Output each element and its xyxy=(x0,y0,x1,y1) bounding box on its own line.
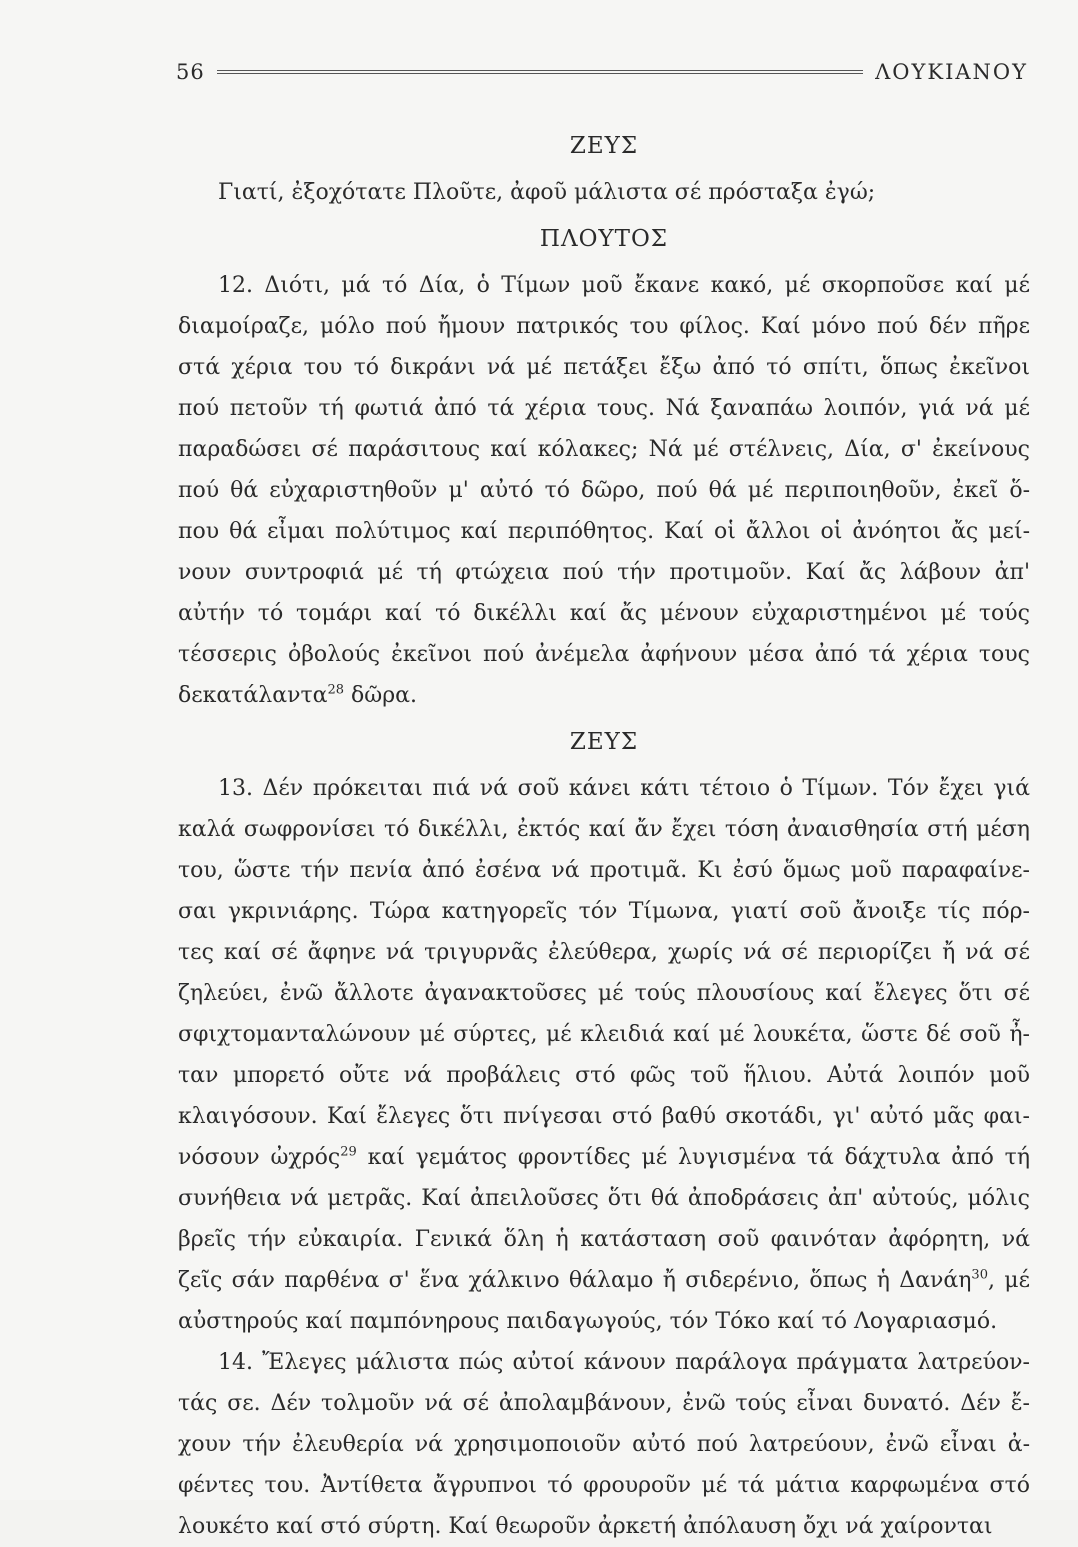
text-line: παραδώσει σέ παράσιτους καί κόλακες; Νά μέ στέλνεις, Δία, σ' ἐκείνους xyxy=(178,437,1030,462)
text-line: τέσσερις ὀβολούς ἐκεῖνοι πού ἀνέμελα ἀφήνουν μέσα ἀπό τά χέρια τους xyxy=(178,642,1030,667)
text-line: σαι γκρινιάρης. Τώρα κατηγορεῖς τόν Τίμωνα, γιατί σοῦ ἄνοιξε τίς πόρ- xyxy=(178,899,1030,924)
text-line: αὐστηρούς καί παμπόνηρους παιδαγωγούς, τόν Τόκο καί τό Λογαριασμό. xyxy=(178,1309,998,1334)
text-line: 14. Ἔλεγες μάλιστα πώς αὐτοί κάνουν παράλογα πράγματα λατρεύον- xyxy=(218,1350,1030,1375)
text-line: που θά εἶμαι πολύτιμος καί περιπόθητος. Καί οἱ ἄλλοι οἱ ἀνόητοι ἄς μεί- xyxy=(178,519,1030,544)
dialogue-paragraph xyxy=(178,265,1030,716)
dialogue-paragraph xyxy=(178,172,1030,213)
page-body xyxy=(178,120,1030,1547)
text-line: του, ὥστε τήν πενία ἀπό ἐσένα νά προτιμᾶ. Κι ἐσύ ὅμως μοῦ παραφαίνε- xyxy=(178,858,1030,883)
text-line: ταν μπορετό οὔτε νά προβάλεις στό φῶς τοῦ ἥλιου. Αὐτά λοιπόν μοῦ xyxy=(178,1063,1030,1088)
text-line: νουν συντροφιά μέ τή φτώχεια πού τήν προτιμοῦν. Καί ἄς λάβουν ἀπ' xyxy=(178,560,1030,585)
text-line: κλαιγόσουν. Καί ἔλεγες ὅτι πνίγεσαι στό βαθύ σκοτάδι, γι' αὐτό μᾶς φαι- xyxy=(178,1104,1030,1129)
speaker-heading: ΠΛΟΥΤΟΣ xyxy=(539,226,669,252)
text-line: στά χέρια του τό δικράνι νά μέ πετάξει ἔξω ἀπό τό σπίτι, ὅπως ἐκεῖνοι xyxy=(178,355,1030,380)
text-line: 12. Διότι, μά τό Δία, ὁ Τίμων μοῦ ἔκανε κακό, μέ σκορποῦσε καί μέ xyxy=(218,273,1030,298)
text-line: πού θά εὐχαριστηθοῦν μ' αὐτό τό δῶρο, πού θά μέ περιποιηθοῦν, ἐκεῖ ὅ- xyxy=(178,478,1030,503)
text-line: διαμοίραζε, μόλο πού ἤμουν πατρικός του φίλος. Καί μόνο πού δέν πῆρε xyxy=(178,314,1030,339)
text-line: λουκέτο καί στό σύρτη. Καί θεωροῦν ἀρκετή ἀπόλαυση ὄχι νά χαίρονται xyxy=(178,1514,993,1539)
text-line: δεκατάλαντα$^{28}$ δῶρα. xyxy=(178,682,417,708)
text-line: βρεῖς τήν εὐκαιρία. Γενικά ὅλη ἡ κατάσταση σοῦ φαινόταν ἀφόρητη, νά xyxy=(178,1227,1030,1252)
text-line: πού πετοῦν τή φωτιά ἀπό τά χέρια τους. Νά ξαναπάω λοιπόν, γιά νά μέ xyxy=(178,396,1030,421)
text-line: καλά σωφρονίσει τό δικέλλι, ἐκτός καί ἄν ἔχει τόση ἀναισθησία στή μέση xyxy=(178,817,1030,842)
speaker-heading: ΖΕΥΣ xyxy=(569,729,639,755)
text-line: χουν τήν ἐλευθερία νά χρησιμοποιοῦν αὐτό πού λατρεύουν, ἐνῶ εἶναι ἀ- xyxy=(178,1432,1030,1457)
footnote-marker[interactable]: 28 xyxy=(327,682,345,698)
speaker-heading: ΖΕΥΣ xyxy=(569,133,639,159)
text-line: νόσουν ὠχρός$^{29}$ καί γεμάτος φροντίδες μέ λυγισμένα τά δάχτυλα ἀπό τή xyxy=(178,1144,1030,1170)
text-line: σφιχτομανταλώνουν μέ σύρτες, μέ κλειδιά καί μέ λουκέτα, ὥστε δέ σοῦ ἦ- xyxy=(178,1022,1030,1047)
footnote-marker[interactable]: 30 xyxy=(971,1267,988,1283)
text-line: ζεῖς σάν παρθένα σ' ἕνα χάλκινο θάλαμο ἤ σιδερένιο, ὅπως ἡ Δανάη$^{30}$, μέ xyxy=(178,1267,1030,1293)
dialogue-paragraph xyxy=(178,768,1030,1547)
text-line: συνήθεια νά μετρᾶς. Καί ἀπειλοῦσες ὅτι θά ἀποδράσεις ἀπ' αὐτούς, μόλις xyxy=(178,1186,1030,1211)
header-rule xyxy=(217,70,863,74)
text-line: αὐτήν τό τομάρι καί τό δικέλλι καί ἄς μένουν εὐχαριστημένοι μέ τούς xyxy=(178,601,1030,626)
running-title: ΛΟΥΚΙΑΝΟΥ xyxy=(875,60,1028,84)
text-line: τες καί σέ ἄφηνε νά τριγυρνᾶς ἐλεύθερα, χωρίς νά σέ περιορίζει ἤ νά σέ xyxy=(178,940,1030,965)
page-number: 56 xyxy=(176,60,205,84)
footnote-marker[interactable]: 29 xyxy=(340,1144,357,1160)
text-line: ζηλεύει, ἐνῶ ἄλλοτε ἀγανακτοῦσες μέ τούς πλουσίους καί ἔλεγες ὅτι σέ xyxy=(178,981,1030,1006)
text-line: Γιατί, ἐξοχότατε Πλοῦτε, ἀφοῦ μάλιστα σέ πρόσταξα ἐγώ; xyxy=(218,180,876,205)
text-line: φέντες του. Ἀντίθετα ἄγρυπνοι τό φρουροῦν μέ τά μάτια καρφωμένα στό xyxy=(178,1473,1030,1498)
text-line: 13. Δέν πρόκειται πιά νά σοῦ κάνει κάτι τέτοιο ὁ Τίμων. Τόν ἔχει γιά xyxy=(218,776,1030,801)
text-line: τάς σε. Δέν τολμοῦν νά σέ ἀπολαμβάνουν, ἐνῶ τούς εἶναι δυνατό. Δέν ἔ- xyxy=(178,1391,1030,1416)
page-header xyxy=(176,52,1028,92)
